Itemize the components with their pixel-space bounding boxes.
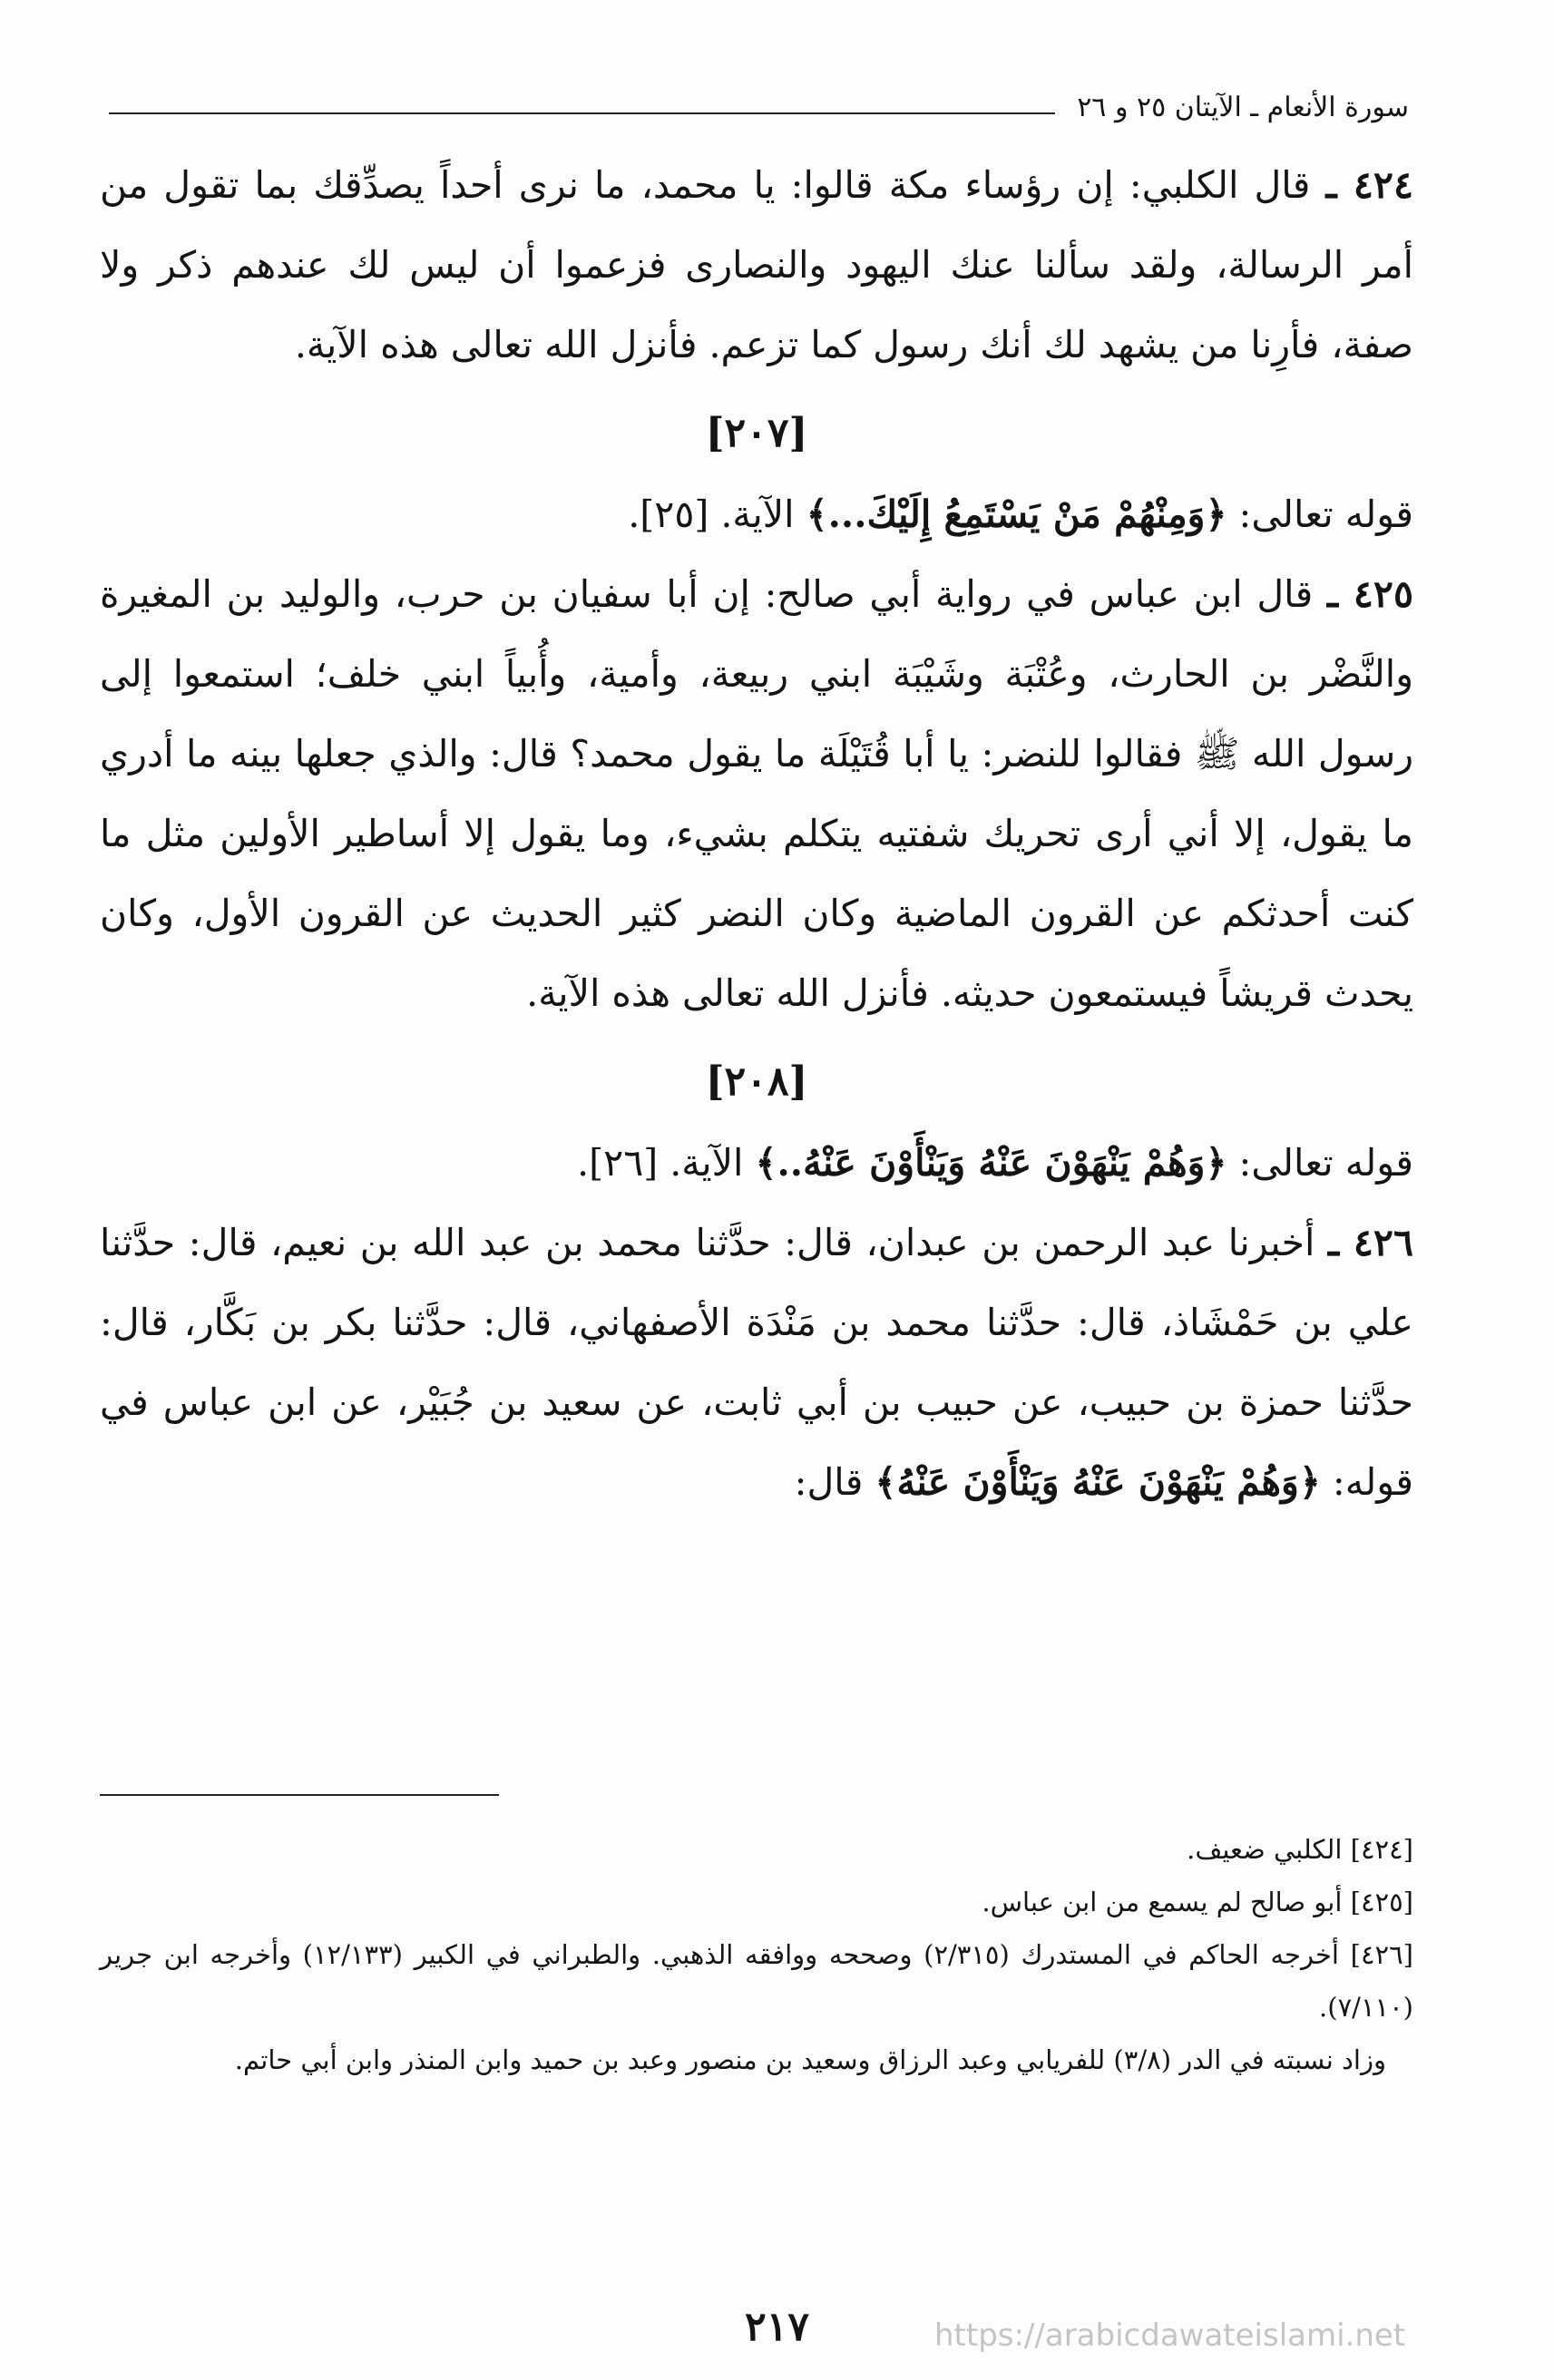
running-header <box>109 80 1409 134</box>
watermark-url: https://arabicdawateislami.net <box>934 2317 1406 2354</box>
paragraph-424 <box>100 145 1413 385</box>
verse-lead: قوله تعالى: <box>1238 493 1413 536</box>
verse-tail: الآية. [٢٥]. <box>628 493 795 536</box>
section-heading-208: [٢٠٨] <box>705 1058 808 1105</box>
paragraph-text: أخبرنا عبد الرحمن بن عبدان، قال: حدَّثنا محمد بن عبد الله بن نعيم، قال: حدَّثنا علي بن حَمْشَاذ، قال: حدَّثنا محمد بن مَنْدَة الأصفهاني، قال: حدَّثنا بكر بن بَكَّار، قال: حدَّثنا حمزة بن حبيب، عن حبيب بن أبي ثابت، عن سعيد بن جُبَيْر، عن ابن عباس في قوله: <box>100 1221 1413 1504</box>
running-header-title: سورة الأنعام ـ الآيتان ٢٥ و ٢٦ <box>1077 91 1409 123</box>
verse-lead: قوله تعالى: <box>1238 1141 1413 1185</box>
footnote-426: [٤٢٦] أخرجه الحاكم في المستدرك (٢/٣١٥) وصححه ووافقه الذهبي. والطبراني في الكبير (١٢/١٣٣) وأخرجه ابن جرير (٧/١١٠). <box>100 1939 1413 2023</box>
paragraph-tail: قال: <box>794 1460 864 1504</box>
quran-verse: ﴿وَهُمْ يَنْهَوْنَ عَنْهُ وَيَنْأَوْنَ عَنْهُ﴾ <box>875 1460 1321 1504</box>
paragraph-number: ٤٢٦ ـ <box>1328 1221 1413 1264</box>
footnote-separator <box>100 1794 499 1796</box>
paragraph-text: قال الكلبي: إن رؤساء مكة قالوا: يا محمد، ما نرى أحداً يصدِّقك بما تقول من أمر الرسالة، ولقد سألنا عنك اليهود والنصارى فزعموا أن ليس لك عندهم ذكر ولا صفة، فأرِنا من يشهد لك أنك رسول كما تزعم. فأنزل الله تعالى هذه الآية. <box>100 163 1413 366</box>
verse-tail: الآية. [٢٦]. <box>577 1141 744 1185</box>
footnote-425: [٤٢٥] أبو صالح لم يسمع من ابن عباس. <box>982 1887 1413 1917</box>
section-heading-207: [٢٠٧] <box>705 410 808 456</box>
paragraph-number: ٤٢٤ ـ <box>1325 163 1413 207</box>
paragraph-425 <box>100 554 1413 1033</box>
footnotes <box>100 1823 1413 2086</box>
verse-reference-208 <box>100 1123 1413 1203</box>
verse-reference-207 <box>100 474 1413 554</box>
page-number: ٢١٧ <box>745 2304 809 2350</box>
paragraph-text: قال ابن عباس في رواية أبي صالح: إن أبا سفيان بن حرب، والوليد بن المغيرة والنَّضْر بن الحارث، وعُتْبَة وشَيْبَة ابني ربيعة، وأمية، وأُبياً ابني خلف؛ استمعوا إلى رسول الله ﷺ فقالوا للنضر: يا أبا قُتَيْلَة ما يقول محمد؟ قال: والذي جعلها بينه ما أدري ما يقول، إلا أني أرى تحريك شفتيه يتكلم بشيء، وما يقول إلا أساطير الأولين مثل ما كنت أحدثكم عن القرون الماضية وكان النضر كثير الحديث عن القرون الأول، وكان يحدث قريشاً فيستمعون حديثه. فأنزل الله تعالى هذه الآية. <box>100 572 1413 1015</box>
paragraph-426 <box>100 1203 1413 1522</box>
paragraph-number: ٤٢٥ ـ <box>1326 572 1413 616</box>
main-text-column <box>100 145 1413 1522</box>
footnote-424: [٤٢٤] الكلبي ضعيف. <box>1187 1834 1413 1865</box>
footnote-426-continuation: وزاد نسبته في الدر (٣/٨) للفريابي وعبد الرزاق وسعيد بن منصور وعبد بن حميد وابن المنذر وابن أبي حاتم. <box>234 2044 1386 2075</box>
quran-verse: ﴿وَمِنْهُمْ مَنْ يَسْتَمِعُ إِلَيْكَ...﴾ <box>806 493 1227 536</box>
quran-verse: ﴿وَهُمْ يَنْهَوْنَ عَنْهُ وَيَنْأَوْنَ عَنْهُ..﴾ <box>755 1141 1227 1185</box>
header-rule <box>109 112 1055 114</box>
